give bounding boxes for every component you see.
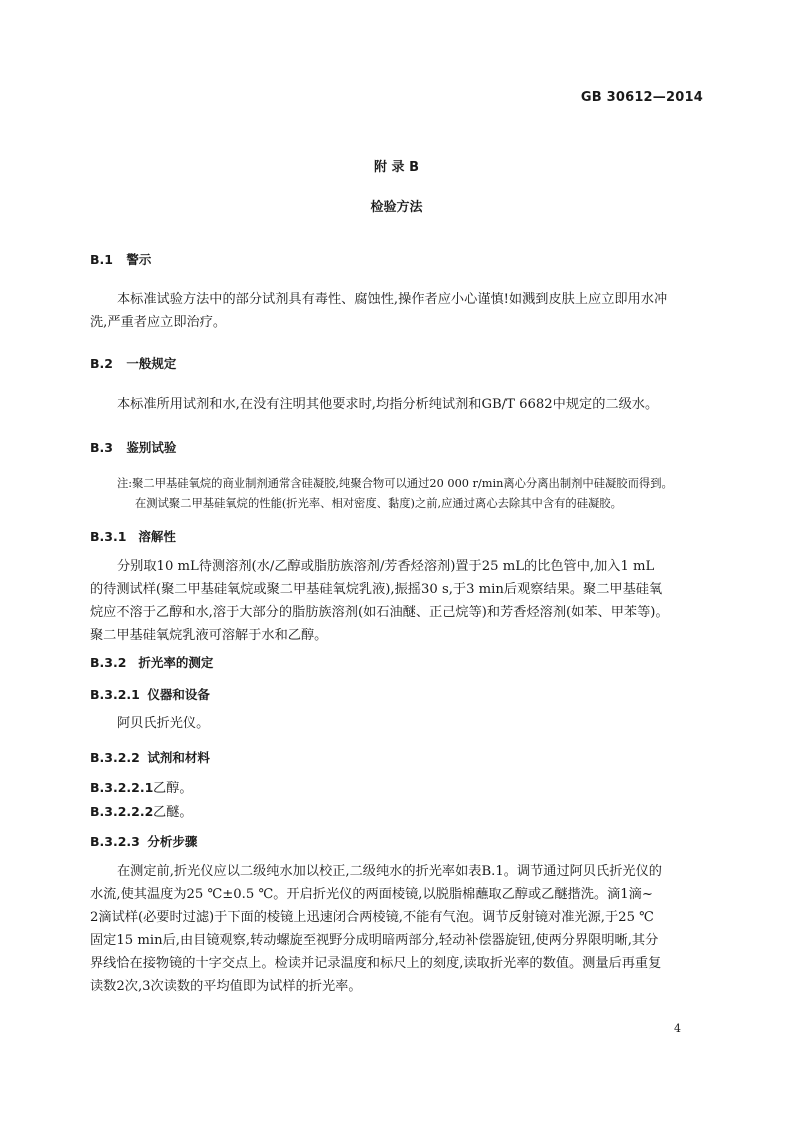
paragraph-line: 读数2次,3次读数的平均值即为试样的折光率。 <box>90 979 362 994</box>
section-b321-heading <box>90 685 704 703</box>
paragraph-line: 2滴试样(必要时过滤)于下面的棱镜上迅速闭合两棱镜,不能有气泡。调节反射镜对准光源,于25 ℃ <box>90 910 654 925</box>
section-title: 折光率的测定 <box>138 655 214 670</box>
paragraph-line: 聚二甲基硅氧烷乳液可溶解于水和乙醇。 <box>90 628 328 643</box>
section-number: B.3.2.1 <box>90 687 140 702</box>
paragraph-line: 本标准试验方法中的部分试剂具有毒性、腐蚀性,操作者应小心谨慎!如溅到皮肤上应立即用水冲 <box>117 292 668 307</box>
section-title: 溶解性 <box>138 529 176 544</box>
list-item-text: 乙醇。 <box>153 781 193 796</box>
section-b2-heading <box>90 354 704 372</box>
section-title: 试剂和材料 <box>147 750 210 765</box>
paragraph-line: 在测定前,折光仪应以二级纯水加以校正,二级纯水的折光率如表B.1。调节通过阿贝氏折光仪的 <box>117 864 662 879</box>
section-b31-heading <box>90 527 704 545</box>
list-item-number: B.3.2.2.2 <box>90 804 154 819</box>
section-b323-heading <box>90 832 704 850</box>
list-item-number: B.3.2.2.1 <box>90 780 154 795</box>
paragraph-line: 阿贝氏折光仪。 <box>117 716 210 731</box>
list-item <box>90 776 704 800</box>
paragraph-line: 的待测试样(聚二甲基硅氧烷或聚二甲基硅氧烷乳液),振摇30 s,于3 min后观察结果。聚二甲基硅氧 <box>90 582 663 597</box>
section-title: 仪器和设备 <box>147 687 210 702</box>
paragraph-line: 本标准所用试剂和水,在没有注明其他要求时,均指分析纯试剂和GB/T 6682中规定的二级水。 <box>117 397 659 412</box>
appendix-subtitle: 检验方法 <box>370 200 423 215</box>
note-line: 注:聚二甲基硅氧烷的商业制剂通常含硅凝胶,纯聚合物可以通过20 000 r/min离心分离出制剂中硅凝胶而得到。 <box>117 477 673 490</box>
section-b321-body <box>90 712 704 735</box>
page-number: 4 <box>674 1022 681 1035</box>
note <box>117 474 707 514</box>
paragraph-line: 洗,严重者应立即治疗。 <box>90 315 227 330</box>
section-b322-items <box>90 776 704 824</box>
section-b31-body <box>90 555 704 647</box>
section-b1-body <box>90 288 704 334</box>
section-title: 一般规定 <box>126 356 177 371</box>
list-item-text: 乙醚。 <box>153 805 193 820</box>
section-b3-heading <box>90 438 704 456</box>
paragraph-line: 分别取10 mL待测溶剂(水/乙醇或脂肪族溶剂/芳香烃溶剂)置于25 mL的比色管中,加入1 mL <box>117 559 655 574</box>
paragraph-line: 烷应不溶于乙醇和水,溶于大部分的脂肪族溶剂(如石油醚、正己烷等)和芳香烃溶剂(如苯、甲苯等)。 <box>90 605 669 620</box>
section-number: B.2 <box>90 356 113 371</box>
section-b323-body <box>90 860 704 998</box>
paragraph-line: 界线恰在接物镜的十字交点上。检读并记录温度和标尺上的刻度,读取折光率的数值。测量后再重复 <box>90 956 662 971</box>
section-b322-heading <box>90 748 704 766</box>
list-item <box>90 800 704 824</box>
section-number: B.3.1 <box>90 529 127 544</box>
appendix-title: 附 录 B <box>374 160 419 175</box>
section-number: B.3.2 <box>90 655 127 670</box>
section-title: 警示 <box>126 252 152 267</box>
section-number: B.3 <box>90 440 113 455</box>
section-b2-body <box>90 393 704 416</box>
section-title: 鉴别试验 <box>126 440 177 455</box>
section-b32-heading <box>90 653 704 671</box>
section-title: 分析步骤 <box>147 834 198 849</box>
section-b1-heading <box>90 250 704 268</box>
paragraph-line: 水流,使其温度为25 ℃±0.5 ℃。开启折光仪的两面棱镜,以脱脂棉蘸取乙醇或乙醚揩洗。滴1滴~ <box>90 887 653 902</box>
section-number: B.3.2.2 <box>90 750 140 765</box>
paragraph-line: 固定15 min后,由目镜观察,转动螺旋至视野分成明暗两部分,轻动补偿器旋钮,使两分界限明晰,其分 <box>90 933 659 948</box>
section-number: B.1 <box>90 252 113 267</box>
note-line: 在测试聚二甲基硅氧烷的性能(折光率、相对密度、黏度)之前,应通过离心去除其中含有的硅凝胶。 <box>135 497 622 510</box>
standard-code: GB 30612—2014 <box>580 90 703 105</box>
section-number: B.3.2.3 <box>90 834 140 849</box>
